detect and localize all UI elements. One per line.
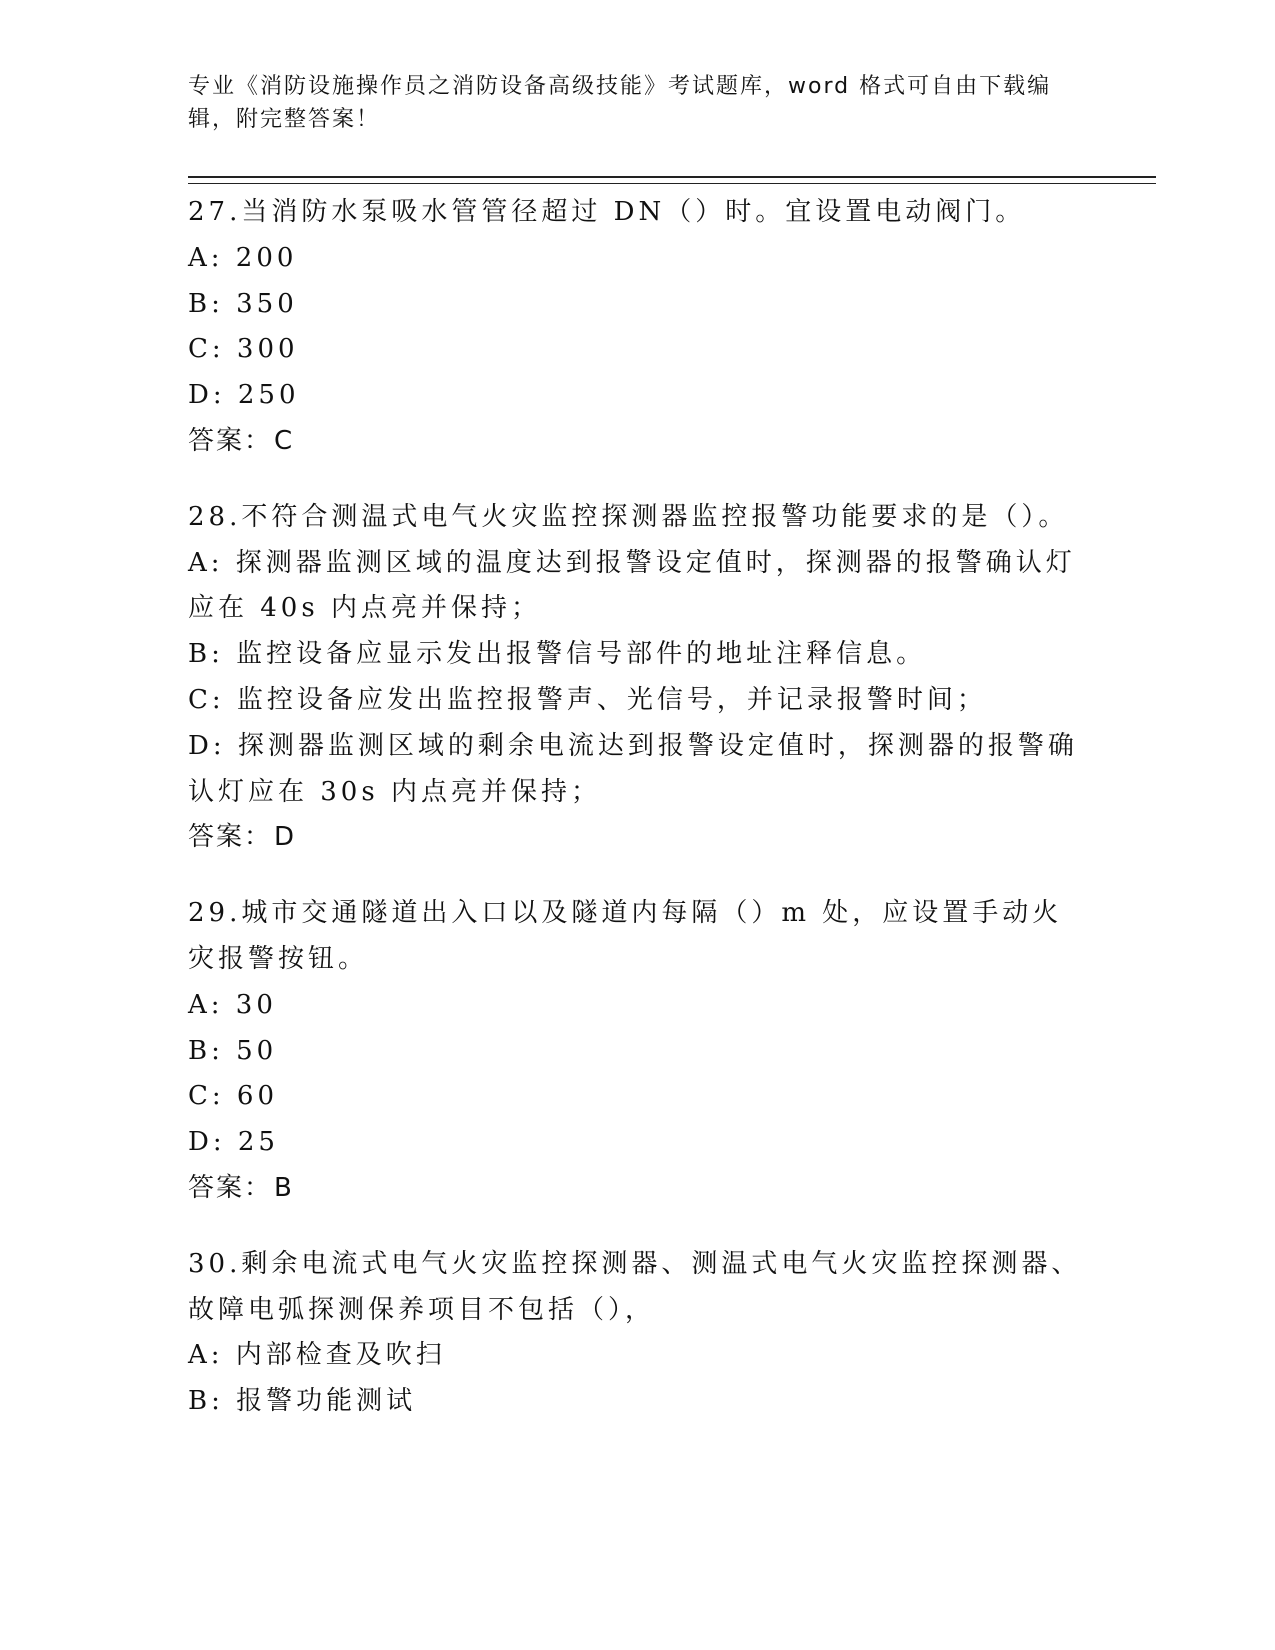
- option-b: B: 350: [188, 288, 298, 319]
- answer-value: B: [274, 1172, 294, 1203]
- answer-line: [188, 815, 1088, 861]
- option-d: D: 250: [188, 380, 300, 411]
- header-divider-thin: [188, 183, 1156, 184]
- option-c: C: 60: [188, 1081, 279, 1112]
- option-b: B: 报警功能测试: [188, 1386, 417, 1417]
- question-list: [188, 190, 1088, 1455]
- header-divider: [188, 176, 1156, 178]
- answer-label: 答案：: [188, 1172, 273, 1203]
- option-a: A: 200: [188, 242, 298, 273]
- answer-line: [188, 419, 1088, 465]
- option-d: D: 25: [188, 1127, 279, 1158]
- option-d: D: 探测器监测区域的剩余电流达到报警设定值时，探测器的报警确认灯应在 30s 内点亮并保持；: [188, 730, 1078, 807]
- question-30: [188, 1242, 1088, 1425]
- answer-value: D: [274, 822, 297, 853]
- option-b: B: 监控设备应显示发出报警信号部件的地址注释信息。: [188, 639, 927, 670]
- answer-line: [188, 1166, 1088, 1212]
- option-a: A: 内部检查及吹扫: [188, 1340, 446, 1371]
- option-b: B: 50: [188, 1035, 278, 1066]
- option-c: C: 监控设备应发出监控报警声、光信号，并记录报警时间；: [188, 684, 987, 715]
- answer-label: 答案：: [188, 425, 273, 456]
- option-a: A: 30: [188, 989, 277, 1020]
- question-stem: 29.城市交通隧道出入口以及隧道内每隔（）m 处，应设置手动火灾报警按钮。: [188, 898, 1063, 974]
- option-a: A: 探测器监测区域的温度达到报警设定值时，探测器的报警确认灯应在 40s 内点亮并保持；: [188, 547, 1076, 624]
- question-29: [188, 891, 1088, 1212]
- question-27: [188, 190, 1088, 465]
- question-stem: 30.剩余电流式电气火灾监控探测器、测温式电气火灾监控探测器、故障电弧探测保养项目不包括（），: [188, 1248, 1082, 1325]
- question-28: [188, 495, 1088, 861]
- answer-label: 答案：: [188, 822, 273, 853]
- document-header: 专业《消防设施操作员之消防设备高级技能》考试题库，word 格式可自由下载编辑，附完整答案！: [188, 74, 1052, 132]
- question-stem: 27.当消防水泵吸水管管径超过 DN（）时。宜设置电动阀门。: [188, 197, 1026, 227]
- question-stem: 28.不符合测温式电气火灾监控探测器监控报警功能要求的是（）。: [188, 501, 1069, 532]
- answer-value: C: [274, 425, 295, 456]
- option-c: C: 300: [188, 334, 299, 365]
